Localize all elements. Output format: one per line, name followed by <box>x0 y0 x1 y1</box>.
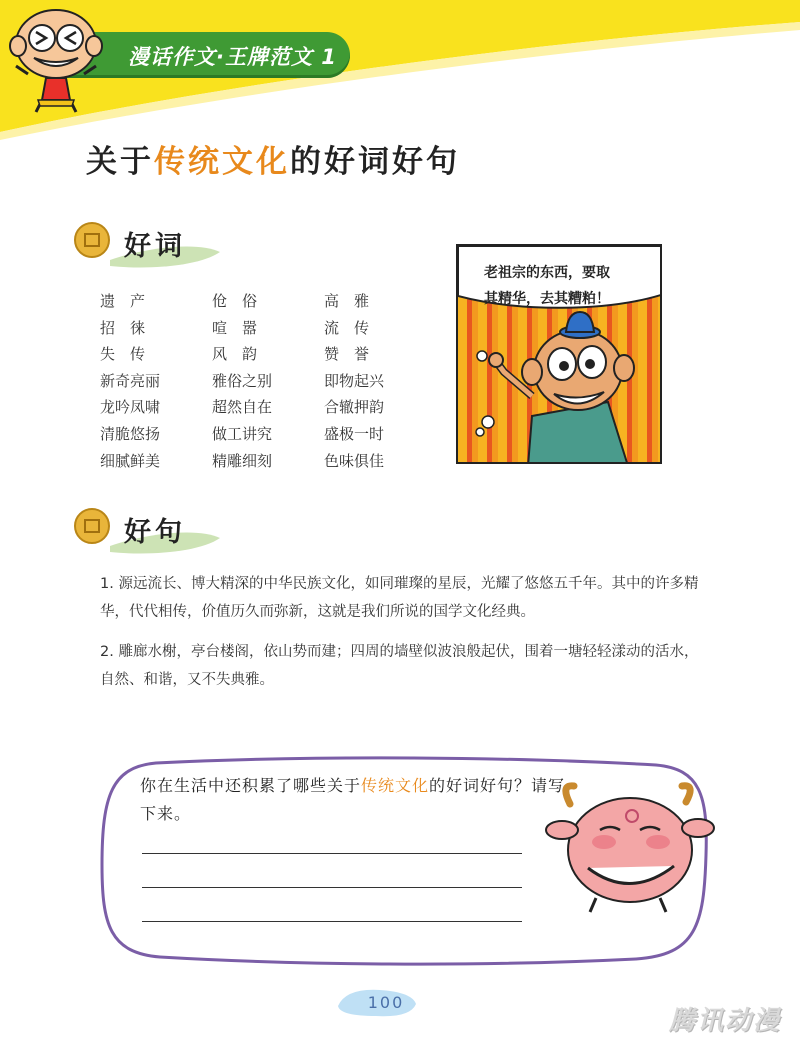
word-row: 失 传 风 韵 赞 誉 <box>100 345 370 364</box>
page-title: 关于传统文化的好词好句 <box>86 144 460 180</box>
answer-line-1[interactable] <box>142 853 522 854</box>
word-row: 新奇亮丽 雅俗之别 即物起兴 <box>100 371 385 390</box>
header-title: 漫话作文·王牌范文 1 <box>128 45 337 69</box>
page-title-highlight: 传统文化 <box>154 144 290 180</box>
watermark-logo: 腾讯动漫 <box>668 1006 781 1036</box>
answer-line-3[interactable] <box>142 921 522 922</box>
comic-speech-bubble: 老祖宗的东西，要取 其精华，去其糟粕！ <box>484 265 610 307</box>
word-row: 龙吟凤啸 超然自在 合辙押韵 <box>100 398 385 417</box>
word-row: 细腻鲜美 精雕细刻 色味俱佳 <box>100 451 385 470</box>
exercise-prompt-highlight: 传统文化 <box>361 776 430 795</box>
good-words-heading <box>70 216 230 272</box>
cow-mascot-icon <box>540 780 720 920</box>
exercise-prompt: 你在生活中还积累了哪些关于传统文化的好词好句？请写下来。 <box>140 776 566 823</box>
word-row: 遗 产 伧 俗 高 雅 <box>100 292 370 310</box>
word-row: 招 徕 喧 嚣 流 传 <box>100 318 370 337</box>
word-row: 清脆悠扬 做工讲究 盛极一时 <box>100 424 385 443</box>
good-words-list <box>100 288 420 474</box>
sentence-2: 2. 雕廊水榭，亭台楼阁，依山势而建；四周的墙壁似波浪般起伏，围着一塘轻轻漾动的活水，自然、和谐，又不失典雅。 <box>100 644 699 688</box>
answer-line-2[interactable] <box>142 887 522 888</box>
good-sentences-label: 好句 <box>124 517 186 548</box>
good-sentences-heading <box>70 502 230 558</box>
good-words-label: 好词 <box>124 231 186 262</box>
page-number: 100 <box>367 993 405 1012</box>
mascot-boy-icon <box>4 4 108 116</box>
sentence-1: 1. 源远流长、博大精深的中华民族文化，如同璀璨的星辰，光耀了悠悠五千年。其中的许多精华，代代相传，价值历久而弥新，这就是我们所说的国学文化经典。 <box>100 576 699 620</box>
